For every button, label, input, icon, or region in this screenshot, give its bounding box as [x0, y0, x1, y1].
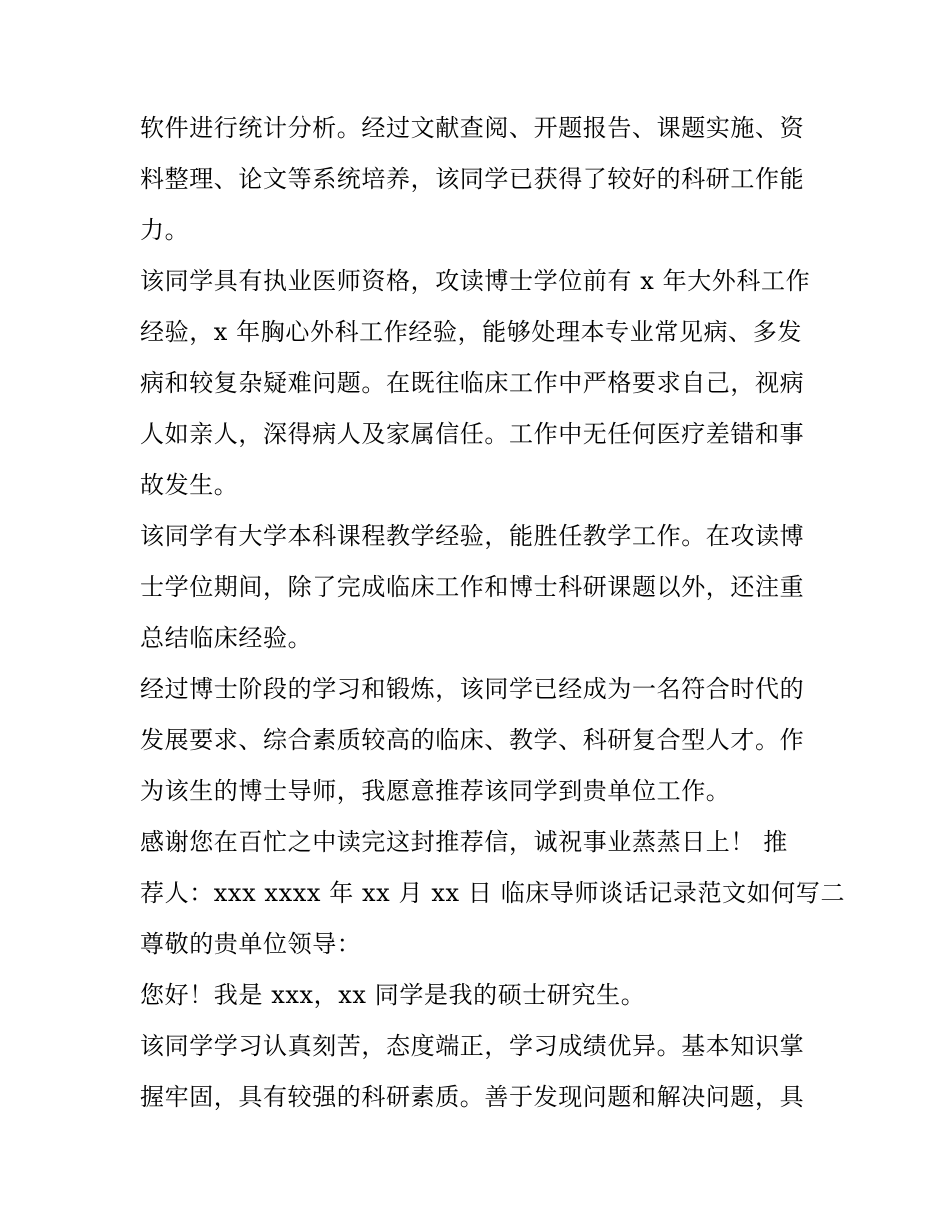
body-text-line: 尊敬的贵单位领导：: [140, 930, 362, 958]
body-text-line: 握牢固，具有较强的科研素质。善于发现问题和解决问题，具: [140, 1083, 805, 1111]
body-text-line: 您好！我是 xxx，xx 同学是我的硕士研究生。: [140, 981, 646, 1009]
body-text-line: 感谢您在百忙之中读完这封推荐信，诚祝事业蒸蒸日上！ 推: [140, 828, 788, 856]
body-text-line: 该同学有大学本科课程教学经验，能胜任教学工作。在攻读博: [140, 522, 805, 550]
body-text-line: 经过博士阶段的学习和锻炼，该同学已经成为一名符合时代的: [140, 675, 805, 703]
body-text-line: 病和较复杂疑难问题。在既往临床工作中严格要求自己，视病: [140, 369, 805, 397]
body-text-line: 发展要求、综合素质较高的临床、教学、科研复合型人才。作: [140, 726, 805, 754]
body-text-line: 荐人：xxx xxxx 年 xx 月 xx 日 临床导师谈话记录范文如何写二: [140, 879, 846, 907]
body-text-line: 软件进行统计分析。经过文献查阅、开题报告、课题实施、资: [140, 114, 805, 142]
body-text-line: 该同学具有执业医师资格，攻读博士学位前有 x 年大外科工作: [140, 267, 811, 295]
body-text-line: 士学位期间，除了完成临床工作和博士科研课题以外，还注重: [140, 573, 805, 601]
body-text-line: 为该生的博士导师，我愿意推荐该同学到贵单位工作。: [140, 777, 731, 805]
body-text-line: 该同学学习认真刻苦，态度端正，学习成绩优异。基本知识掌: [140, 1032, 805, 1060]
body-text-line: 力。: [140, 216, 190, 244]
body-text-line: 总结临床经验。: [140, 624, 313, 652]
body-text-line: 故发生。: [140, 471, 239, 499]
body-text-line: 人如亲人，深得病人及家属信任。工作中无任何医疗差错和事: [140, 420, 805, 448]
body-text-line: 料整理、论文等系统培养，该同学已获得了较好的科研工作能: [140, 165, 805, 193]
body-text-line: 经验，x 年胸心外科工作经验，能够处理本专业常见病、多发: [140, 318, 802, 346]
